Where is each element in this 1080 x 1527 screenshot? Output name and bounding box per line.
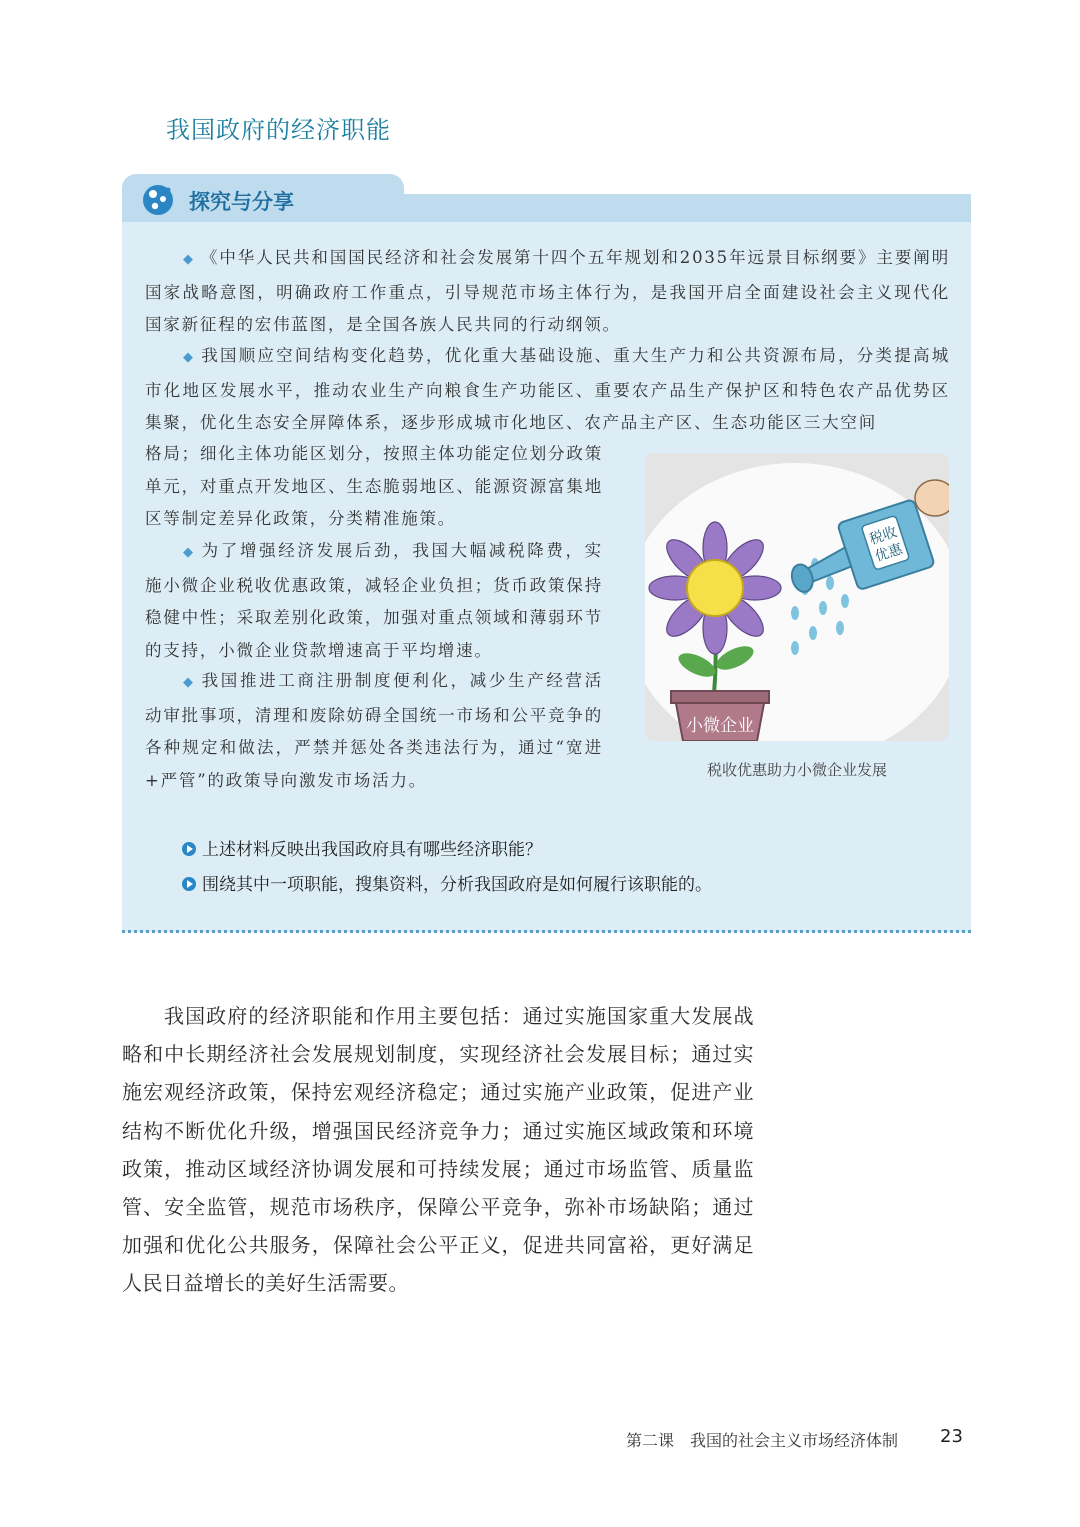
can-label-line2: 优惠 (873, 541, 905, 566)
page-number: 23 (940, 1426, 963, 1447)
paragraph-text: 《中华人民共和国国民经济和社会发展第十四个五年规划和2035年远景目标纲要》主要阐明国家战略意图，明确政府工作重点，引导规范市场主体行为，是我国开启全面建设社会主义现代化国家新征程的宏伟蓝图，是全国各族人民共同的行动纲领。 (145, 248, 950, 334)
question-1 (182, 835, 542, 860)
diamond-bullet-icon: ◆ (183, 545, 196, 560)
can-label-line1: 税收 (867, 524, 900, 549)
explore-paragraph-2 (145, 340, 950, 440)
explore-paragraph-1 (145, 242, 950, 342)
explore-paragraph-2-cont: 格局；细化主体功能区划分，按照主体功能定位划分政策单元，对重点开发地区、生态脆弱地区、能源资源富集地区等制定差异化政策，分类精准施策。 (145, 444, 603, 528)
diamond-bullet-icon: ◆ (183, 350, 196, 365)
paragraph-text: 我国推进工商注册制度便利化，减少生产经营活动审批事项，清理和废除妨碍全国统一市场和公平竞争的各种规定和做法，严禁并惩处各类违法行为，通过“宽进+严管”的政策导向激发市场活力。 (145, 671, 603, 790)
dotted-divider (122, 930, 971, 933)
section-title: 我国政府的经济职能 (166, 116, 391, 144)
pot-label: 小微企业 (686, 716, 754, 736)
footer-lesson: 第二课 我国的社会主义市场经济体制 (626, 1431, 899, 1450)
question-text: 上述材料反映出我国政府具有哪些经济职能？ (202, 840, 542, 860)
diamond-bullet-icon: ◆ (183, 252, 195, 267)
body-paragraph: 我国政府的经济职能和作用主要包括：通过实施国家重大发展战略和中长期经济社会发展规划制度，实现经济社会发展目标；通过实施宏观经济政策，保持宏观经济稳定；通过实施产业政策，促进产业结构不断优化升级，增强国民经济竞争力；通过实施区域政策和环境政策，推动区域经济协调发展和可持续发展；通过市场监管、质量监管、安全监管，规范市场秩序，保障公平竞争，弥补市场缺陷；通过加强和优化公共服务，保障社会公平正义，促进共同富裕，更好满足人民日益增长的美好生活需要。 (122, 1004, 754, 1296)
arrow-circle-icon (182, 842, 196, 856)
question-text: 围绕其中一项职能，搜集资料，分析我国政府是如何履行该职能的。 (202, 875, 712, 895)
illustration-caption: 税收优惠助力小微企业发展 (706, 761, 887, 779)
explore-gear-icon (140, 182, 176, 218)
explore-title: 探究与分享 (189, 190, 294, 214)
explore-paragraph-3 (145, 535, 603, 667)
paragraph-text: 我国顺应空间结构变化趋势，优化重大基础设施、重大生产力和公共资源布局，分类提高城市化地区发展水平，推动农业生产向粮食生产功能区、重要农产品生产保护区和特色农产品优势区集聚，优化生态安全屏障体系，逐步形成城市化地区、农产品主产区、生态功能区三大空间 (145, 346, 950, 432)
flower-watering-icon (645, 453, 949, 741)
explore-paragraph-4 (145, 665, 603, 797)
illustration-flower-watering (645, 453, 949, 741)
question-2 (182, 870, 712, 895)
paragraph-text: 为了增强经济发展后劲，我国大幅减税降费，实施小微企业税收优惠政策，减轻企业负担；货币政策保持稳健中性；采取差别化政策，加强对重点领域和薄弱环节的支持，小微企业贷款增速高于平均增速。 (145, 541, 603, 660)
diamond-bullet-icon: ◆ (183, 675, 196, 690)
arrow-circle-icon (182, 877, 196, 891)
